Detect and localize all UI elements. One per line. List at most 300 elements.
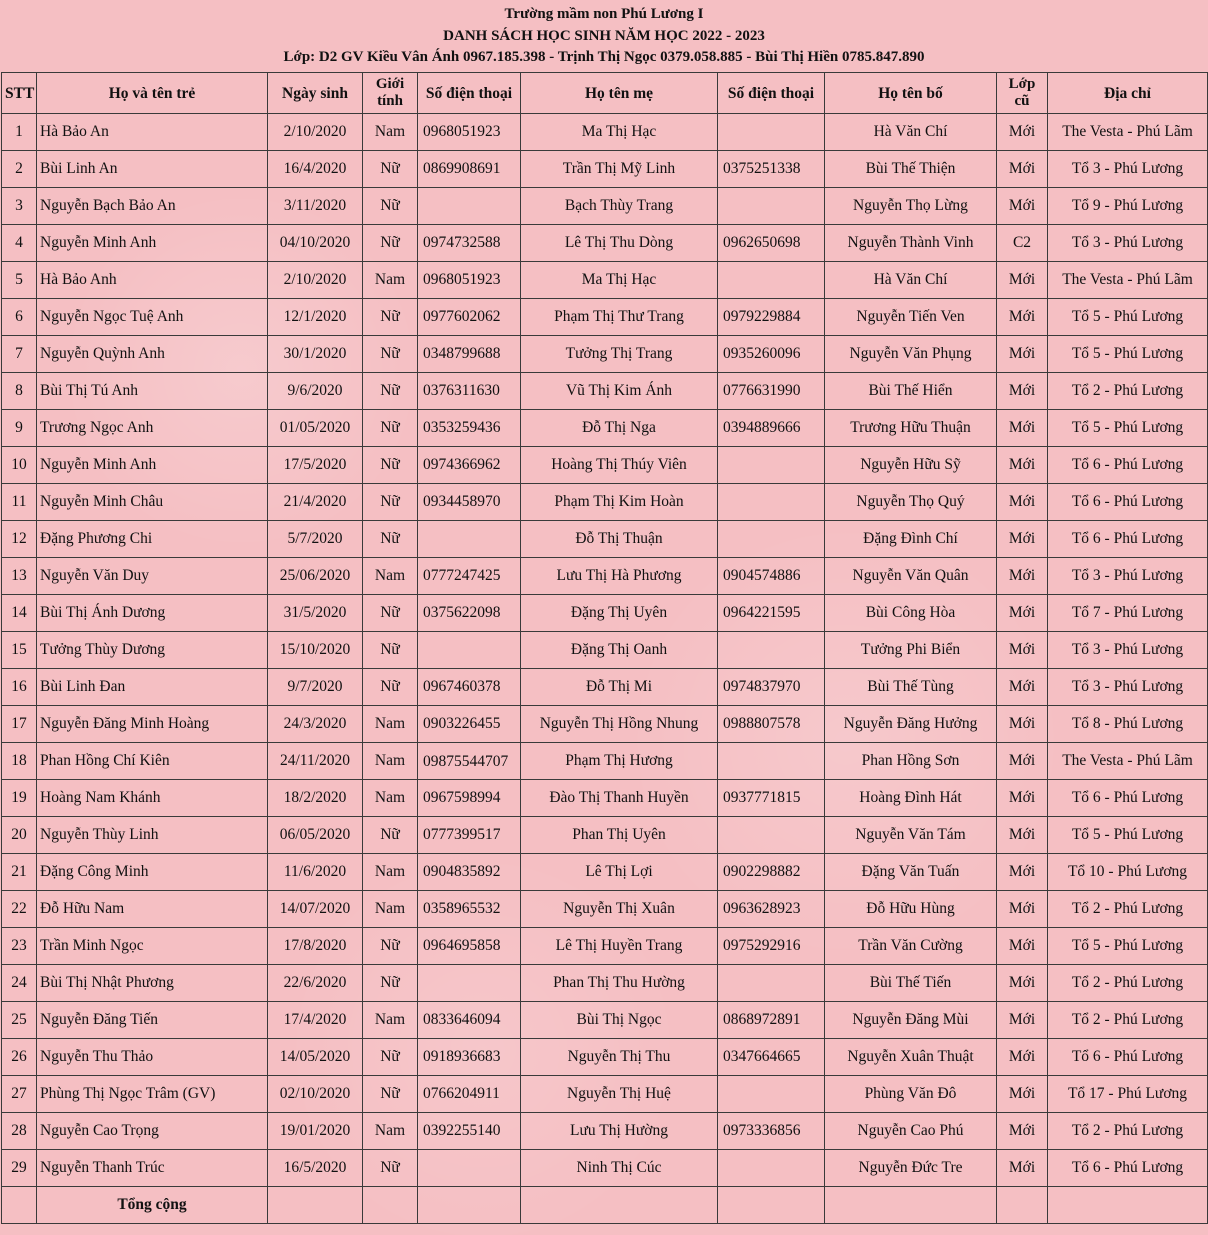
col-header-address: Địa chỉ <box>1048 73 1208 114</box>
mother-phone-cell: 0935260096 <box>718 336 825 373</box>
address-cell: The Vesta - Phú Lãm <box>1048 114 1208 151</box>
col-header-father-name: Họ tên bố <box>825 73 997 114</box>
father-name-cell: Bùi Thế Thiện <box>825 151 997 188</box>
table-row <box>2 188 1208 225</box>
mother-name-cell: Tưởng Thị Trang <box>521 336 718 373</box>
mother-name-cell: Lưu Thị Hà Phương <box>521 558 718 595</box>
mother-name-cell: Phạm Thị Thư Trang <box>521 299 718 336</box>
child-name-cell: Nguyễn Thu Thảo <box>37 1039 268 1076</box>
mother-name-cell: Đặng Thị Uyên <box>521 595 718 632</box>
old-class-cell: Mới <box>997 706 1048 743</box>
table-row <box>2 595 1208 632</box>
stt-cell: 4 <box>2 225 37 262</box>
mother-phone-cell <box>718 1076 825 1113</box>
phone-cell: 0392255140 <box>418 1113 521 1150</box>
mother-phone-cell <box>718 484 825 521</box>
birth-date-cell: 24/11/2020 <box>268 743 363 780</box>
mother-name-cell: Lê Thị Lợi <box>521 854 718 891</box>
table-header-row <box>2 73 1208 114</box>
child-name-cell: Hoàng Nam Khánh <box>37 780 268 817</box>
mother-phone-cell <box>718 114 825 151</box>
table-cell <box>268 1187 363 1224</box>
mother-phone-cell: 0973336856 <box>718 1113 825 1150</box>
father-name-cell: Nguyễn Đức Tre <box>825 1150 997 1187</box>
child-name-cell: Trần Minh Ngọc <box>37 928 268 965</box>
phone-cell: 0967460378 <box>418 669 521 706</box>
old-class-cell: Mới <box>997 447 1048 484</box>
table-row <box>2 410 1208 447</box>
phone-cell: 0903226455 <box>418 706 521 743</box>
gender-cell: Nữ <box>363 225 418 262</box>
father-name-cell: Đỗ Hữu Hùng <box>825 891 997 928</box>
mother-name-cell: Bùi Thị Ngọc <box>521 1002 718 1039</box>
father-name-cell: Nguyễn Thọ Quý <box>825 484 997 521</box>
old-class-cell: Mới <box>997 151 1048 188</box>
mother-name-cell: Đỗ Thị Mi <box>521 669 718 706</box>
mother-name-cell: Phan Thị Thu Hường <box>521 965 718 1002</box>
phone-cell: 0766204911 <box>418 1076 521 1113</box>
father-name-cell: Nguyễn Đăng Hưởng <box>825 706 997 743</box>
father-name-cell: Nguyễn Thành Vinh <box>825 225 997 262</box>
father-name-cell: Hà Văn Chí <box>825 262 997 299</box>
stt-cell: 28 <box>2 1113 37 1150</box>
table-row <box>2 965 1208 1002</box>
father-name-cell: Nguyễn Đăng Mùi <box>825 1002 997 1039</box>
mother-name-cell: Phạm Thị Kim Hoàn <box>521 484 718 521</box>
phone-cell: 0974732588 <box>418 225 521 262</box>
mother-phone-cell: 0979229884 <box>718 299 825 336</box>
stt-cell: 1 <box>2 114 37 151</box>
address-cell: Tổ 10 - Phú Lương <box>1048 854 1208 891</box>
child-name-cell: Phùng Thị Ngọc Trâm (GV) <box>37 1076 268 1113</box>
mother-phone-cell: 0347664665 <box>718 1039 825 1076</box>
table-row <box>2 521 1208 558</box>
phone-cell: 0348799688 <box>418 336 521 373</box>
child-name-cell: Đặng Công Minh <box>37 854 268 891</box>
col-header-phone-2: Số điện thoại <box>718 73 825 114</box>
stt-cell: 2 <box>2 151 37 188</box>
phone-cell: 09875544707 <box>418 743 521 780</box>
child-name-cell: Nguyễn Đăng Minh Hoàng <box>37 706 268 743</box>
birth-date-cell: 17/5/2020 <box>268 447 363 484</box>
old-class-cell: Mới <box>997 632 1048 669</box>
old-class-cell: Mới <box>997 1039 1048 1076</box>
father-name-cell: Nguyễn Văn Quân <box>825 558 997 595</box>
gender-cell: Nam <box>363 1113 418 1150</box>
address-cell: Tổ 5 - Phú Lương <box>1048 299 1208 336</box>
mother-name-cell: Nguyễn Thị Hồng Nhung <box>521 706 718 743</box>
table-row <box>2 1150 1208 1187</box>
stt-cell: 5 <box>2 262 37 299</box>
mother-phone-cell <box>718 262 825 299</box>
stt-cell: 21 <box>2 854 37 891</box>
mother-phone-cell <box>718 521 825 558</box>
old-class-cell: Mới <box>997 817 1048 854</box>
old-class-cell: Mới <box>997 595 1048 632</box>
address-cell: Tổ 3 - Phú Lương <box>1048 558 1208 595</box>
old-class-cell: Mới <box>997 1002 1048 1039</box>
mother-name-cell: Đào Thị Thanh Huyền <box>521 780 718 817</box>
stt-cell: 24 <box>2 965 37 1002</box>
address-cell: Tổ 5 - Phú Lương <box>1048 336 1208 373</box>
old-class-cell: Mới <box>997 965 1048 1002</box>
address-cell: Tổ 6 - Phú Lương <box>1048 447 1208 484</box>
phone-cell: 0934458970 <box>418 484 521 521</box>
mother-name-cell: Ma Thị Hạc <box>521 262 718 299</box>
old-class-cell: Mới <box>997 373 1048 410</box>
birth-date-cell: 14/07/2020 <box>268 891 363 928</box>
old-class-cell: Mới <box>997 1076 1048 1113</box>
table-row <box>2 484 1208 521</box>
address-cell: Tổ 7 - Phú Lương <box>1048 595 1208 632</box>
gender-cell: Nữ <box>363 336 418 373</box>
birth-date-cell: 11/6/2020 <box>268 854 363 891</box>
table-cell <box>997 1187 1048 1224</box>
address-cell: Tổ 2 - Phú Lương <box>1048 1113 1208 1150</box>
gender-cell: Nữ <box>363 817 418 854</box>
phone-cell: 0777247425 <box>418 558 521 595</box>
stt-cell: 8 <box>2 373 37 410</box>
birth-date-cell: 12/1/2020 <box>268 299 363 336</box>
gender-cell: Nữ <box>363 484 418 521</box>
father-name-cell: Phùng Văn Đô <box>825 1076 997 1113</box>
class-teachers-line: Lớp: D2 GV Kiều Vân Ánh 0967.185.398 - Trịnh Thị Ngọc 0379.058.885 - Bùi Thị Hiền 0785.847.890 <box>283 49 925 65</box>
child-name-cell: Nguyễn Bạch Bảo An <box>37 188 268 225</box>
phone-cell <box>418 965 521 1002</box>
birth-date-cell: 5/7/2020 <box>268 521 363 558</box>
table-row <box>2 1039 1208 1076</box>
child-name-cell: Bùi Thị Tú Anh <box>37 373 268 410</box>
address-cell: Tổ 17 - Phú Lương <box>1048 1076 1208 1113</box>
gender-cell: Nam <box>363 262 418 299</box>
phone-cell <box>418 632 521 669</box>
table-row <box>2 928 1208 965</box>
stt-cell: 27 <box>2 1076 37 1113</box>
mother-phone-cell: 0375251338 <box>718 151 825 188</box>
table-row <box>2 780 1208 817</box>
gender-cell: Nữ <box>363 299 418 336</box>
child-name-cell: Nguyễn Văn Duy <box>37 558 268 595</box>
gender-cell: Nam <box>363 1002 418 1039</box>
old-class-cell: Mới <box>997 188 1048 225</box>
mother-phone-cell: 0974837970 <box>718 669 825 706</box>
birth-date-cell: 02/10/2020 <box>268 1076 363 1113</box>
table-row <box>2 817 1208 854</box>
table-row <box>2 336 1208 373</box>
table-row <box>2 114 1208 151</box>
mother-name-cell: Bạch Thùy Trang <box>521 188 718 225</box>
phone-cell <box>418 521 521 558</box>
birth-date-cell: 30/1/2020 <box>268 336 363 373</box>
col-header-stt: STT <box>2 73 37 114</box>
mother-phone-cell: 0394889666 <box>718 410 825 447</box>
address-cell: The Vesta - Phú Lãm <box>1048 743 1208 780</box>
father-name-cell: Nguyễn Hữu Sỹ <box>825 447 997 484</box>
mother-name-cell: Lưu Thị Hường <box>521 1113 718 1150</box>
mother-phone-cell <box>718 743 825 780</box>
mother-name-cell: Ma Thị Hạc <box>521 114 718 151</box>
child-name-cell: Nguyễn Minh Anh <box>37 225 268 262</box>
phone-cell: 0968051923 <box>418 114 521 151</box>
father-name-cell: Đặng Văn Tuấn <box>825 854 997 891</box>
stt-cell: 13 <box>2 558 37 595</box>
old-class-cell: Mới <box>997 521 1048 558</box>
father-name-cell: Nguyễn Xuân Thuật <box>825 1039 997 1076</box>
father-name-cell: Nguyễn Thọ Lừng <box>825 188 997 225</box>
col-header-old-class: Lớp cũ <box>997 73 1048 114</box>
stt-cell: 22 <box>2 891 37 928</box>
mother-phone-cell <box>718 188 825 225</box>
mother-phone-cell: 0776631990 <box>718 373 825 410</box>
child-name-cell: Bùi Linh Đan <box>37 669 268 706</box>
gender-cell: Nam <box>363 854 418 891</box>
phone-cell <box>418 1150 521 1187</box>
gender-cell: Nữ <box>363 595 418 632</box>
stt-cell: 11 <box>2 484 37 521</box>
address-cell: Tổ 6 - Phú Lương <box>1048 1150 1208 1187</box>
birth-date-cell: 04/10/2020 <box>268 225 363 262</box>
gender-cell: Nam <box>363 114 418 151</box>
phone-cell: 0968051923 <box>418 262 521 299</box>
child-name-cell: Nguyễn Quỳnh Anh <box>37 336 268 373</box>
phone-cell: 0974366962 <box>418 447 521 484</box>
father-name-cell: Nguyễn Văn Tám <box>825 817 997 854</box>
gender-cell: Nữ <box>363 1076 418 1113</box>
birth-date-cell: 3/11/2020 <box>268 188 363 225</box>
father-name-cell: Nguyễn Tiến Ven <box>825 299 997 336</box>
gender-cell: Nữ <box>363 1150 418 1187</box>
col-header-gender: Giới tính <box>363 73 418 114</box>
child-name-cell: Nguyễn Cao Trọng <box>37 1113 268 1150</box>
phone-cell: 0918936683 <box>418 1039 521 1076</box>
phone-cell: 0375622098 <box>418 595 521 632</box>
mother-phone-cell: 0868972891 <box>718 1002 825 1039</box>
child-name-cell: Phan Hồng Chí Kiên <box>37 743 268 780</box>
school-name: Trường mầm non Phú Lương I <box>504 6 704 22</box>
gender-cell: Nữ <box>363 632 418 669</box>
father-name-cell: Đặng Đình Chí <box>825 521 997 558</box>
mother-name-cell: Ninh Thị Cúc <box>521 1150 718 1187</box>
father-name-cell: Tưởng Phi Biển <box>825 632 997 669</box>
birth-date-cell: 17/8/2020 <box>268 928 363 965</box>
mother-phone-cell: 0964221595 <box>718 595 825 632</box>
mother-phone-cell <box>718 965 825 1002</box>
mother-name-cell: Lê Thị Thu Dòng <box>521 225 718 262</box>
mother-phone-cell: 0904574886 <box>718 558 825 595</box>
child-name-cell: Nguyễn Ngọc Tuệ Anh <box>37 299 268 336</box>
mother-name-cell: Đỗ Thị Thuận <box>521 521 718 558</box>
table-cell <box>363 1187 418 1224</box>
address-cell: Tổ 5 - Phú Lương <box>1048 817 1208 854</box>
father-name-cell: Hoàng Đình Hát <box>825 780 997 817</box>
stt-cell: 9 <box>2 410 37 447</box>
mother-phone-cell: 0963628923 <box>718 891 825 928</box>
father-name-cell: Bùi Công Hòa <box>825 595 997 632</box>
birth-date-cell: 18/2/2020 <box>268 780 363 817</box>
mother-phone-cell <box>718 817 825 854</box>
old-class-cell: C2 <box>997 225 1048 262</box>
child-name-cell: Nguyễn Thùy Linh <box>37 817 268 854</box>
father-name-cell: Bùi Thế Hiển <box>825 373 997 410</box>
mother-name-cell: Lê Thị Huyền Trang <box>521 928 718 965</box>
mother-name-cell: Trần Thị Mỹ Linh <box>521 151 718 188</box>
child-name-cell: Đặng Phương Chi <box>37 521 268 558</box>
old-class-cell: Mới <box>997 484 1048 521</box>
birth-date-cell: 17/4/2020 <box>268 1002 363 1039</box>
address-cell: Tổ 2 - Phú Lương <box>1048 891 1208 928</box>
child-name-cell: Trương Ngọc Anh <box>37 410 268 447</box>
gender-cell: Nam <box>363 743 418 780</box>
col-header-child-name: Họ và tên trẻ <box>37 73 268 114</box>
phone-cell: 0967598994 <box>418 780 521 817</box>
address-cell: Tổ 3 - Phú Lương <box>1048 632 1208 669</box>
gender-cell: Nữ <box>363 447 418 484</box>
address-cell: Tổ 3 - Phú Lương <box>1048 669 1208 706</box>
address-cell: Tổ 6 - Phú Lương <box>1048 1039 1208 1076</box>
birth-date-cell: 01/05/2020 <box>268 410 363 447</box>
phone-cell: 0358965532 <box>418 891 521 928</box>
child-name-cell: Nguyễn Minh Anh <box>37 447 268 484</box>
gender-cell: Nữ <box>363 965 418 1002</box>
table-cell <box>718 1187 825 1224</box>
old-class-cell: Mới <box>997 262 1048 299</box>
old-class-cell: Mới <box>997 780 1048 817</box>
table-cell <box>1048 1187 1208 1224</box>
father-name-cell: Bùi Thế Tiến <box>825 965 997 1002</box>
child-name-cell: Bùi Thị Nhật Phương <box>37 965 268 1002</box>
child-name-cell: Hà Bảo An <box>37 114 268 151</box>
old-class-cell: Mới <box>997 558 1048 595</box>
table-row <box>2 854 1208 891</box>
phone-cell: 0964695858 <box>418 928 521 965</box>
gender-cell: Nữ <box>363 669 418 706</box>
mother-name-cell: Nguyễn Thị Huệ <box>521 1076 718 1113</box>
stt-cell: 25 <box>2 1002 37 1039</box>
table-row <box>2 447 1208 484</box>
table-cell <box>2 1187 37 1224</box>
father-name-cell: Nguyễn Văn Phụng <box>825 336 997 373</box>
mother-phone-cell: 0937771815 <box>718 780 825 817</box>
address-cell: Tổ 9 - Phú Lương <box>1048 188 1208 225</box>
child-name-cell: Nguyễn Đăng Tiến <box>37 1002 268 1039</box>
table-cell <box>825 1187 997 1224</box>
address-cell: Tổ 3 - Phú Lương <box>1048 151 1208 188</box>
old-class-cell: Mới <box>997 410 1048 447</box>
stt-cell: 17 <box>2 706 37 743</box>
student-list-table <box>1 72 1208 1224</box>
birth-date-cell: 06/05/2020 <box>268 817 363 854</box>
stt-cell: 10 <box>2 447 37 484</box>
birth-date-cell: 22/6/2020 <box>268 965 363 1002</box>
old-class-cell: Mới <box>997 1150 1048 1187</box>
old-class-cell: Mới <box>997 1113 1048 1150</box>
table-row <box>2 632 1208 669</box>
birth-date-cell: 21/4/2020 <box>268 484 363 521</box>
mother-phone-cell <box>718 632 825 669</box>
mother-name-cell: Phạm Thị Hương <box>521 743 718 780</box>
stt-cell: 20 <box>2 817 37 854</box>
child-name-cell: Hà Bảo Anh <box>37 262 268 299</box>
mother-phone-cell: 0988807578 <box>718 706 825 743</box>
table-row <box>2 558 1208 595</box>
phone-cell: 0833646094 <box>418 1002 521 1039</box>
mother-phone-cell <box>718 1150 825 1187</box>
address-cell: Tổ 3 - Phú Lương <box>1048 225 1208 262</box>
stt-cell: 26 <box>2 1039 37 1076</box>
gender-cell: Nam <box>363 780 418 817</box>
table-row <box>2 1113 1208 1150</box>
gender-cell: Nữ <box>363 521 418 558</box>
mother-phone-cell: 0962650698 <box>718 225 825 262</box>
document-header <box>0 0 1208 72</box>
list-title: DANH SÁCH HỌC SINH NĂM HỌC 2022 - 2023 <box>443 27 765 44</box>
child-name-cell: Bùi Linh An <box>37 151 268 188</box>
table-cell <box>418 1187 521 1224</box>
gender-cell: Nam <box>363 706 418 743</box>
stt-cell: 12 <box>2 521 37 558</box>
birth-date-cell: 24/3/2020 <box>268 706 363 743</box>
old-class-cell: Mới <box>997 928 1048 965</box>
stt-cell: 19 <box>2 780 37 817</box>
address-cell: Tổ 5 - Phú Lương <box>1048 928 1208 965</box>
birth-date-cell: 16/5/2020 <box>268 1150 363 1187</box>
father-name-cell: Bùi Thế Tùng <box>825 669 997 706</box>
father-name-cell: Phan Hồng Sơn <box>825 743 997 780</box>
phone-cell <box>418 188 521 225</box>
stt-cell: 14 <box>2 595 37 632</box>
birth-date-cell: 15/10/2020 <box>268 632 363 669</box>
old-class-cell: Mới <box>997 114 1048 151</box>
phone-cell: 0777399517 <box>418 817 521 854</box>
address-cell: Tổ 8 - Phú Lương <box>1048 706 1208 743</box>
old-class-cell: Mới <box>997 299 1048 336</box>
stt-cell: 18 <box>2 743 37 780</box>
mother-name-cell: Nguyễn Thị Xuân <box>521 891 718 928</box>
birth-date-cell: 31/5/2020 <box>268 595 363 632</box>
father-name-cell: Trần Văn Cường <box>825 928 997 965</box>
father-name-cell: Trương Hữu Thuận <box>825 410 997 447</box>
birth-date-cell: 19/01/2020 <box>268 1113 363 1150</box>
gender-cell: Nam <box>363 558 418 595</box>
gender-cell: Nữ <box>363 410 418 447</box>
address-cell: The Vesta - Phú Lãm <box>1048 262 1208 299</box>
address-cell: Tổ 2 - Phú Lương <box>1048 373 1208 410</box>
gender-cell: Nam <box>363 891 418 928</box>
old-class-cell: Mới <box>997 891 1048 928</box>
birth-date-cell: 9/7/2020 <box>268 669 363 706</box>
phone-cell: 0353259436 <box>418 410 521 447</box>
father-name-cell: Nguyễn Cao Phú <box>825 1113 997 1150</box>
mother-name-cell: Hoàng Thị Thúy Viên <box>521 447 718 484</box>
col-header-mother-name: Họ tên mẹ <box>521 73 718 114</box>
table-row <box>2 706 1208 743</box>
stt-cell: 29 <box>2 1150 37 1187</box>
phone-cell: 0904835892 <box>418 854 521 891</box>
table-row <box>2 151 1208 188</box>
stt-cell: 6 <box>2 299 37 336</box>
table-row <box>2 891 1208 928</box>
stt-cell: 16 <box>2 669 37 706</box>
gender-cell: Nữ <box>363 373 418 410</box>
stt-cell: 7 <box>2 336 37 373</box>
table-cell <box>521 1187 718 1224</box>
mother-phone-cell: 0902298882 <box>718 854 825 891</box>
birth-date-cell: 9/6/2020 <box>268 373 363 410</box>
phone-cell: 0977602062 <box>418 299 521 336</box>
col-header-birth-date: Ngày sinh <box>268 73 363 114</box>
gender-cell: Nữ <box>363 928 418 965</box>
address-cell: Tổ 2 - Phú Lương <box>1048 965 1208 1002</box>
